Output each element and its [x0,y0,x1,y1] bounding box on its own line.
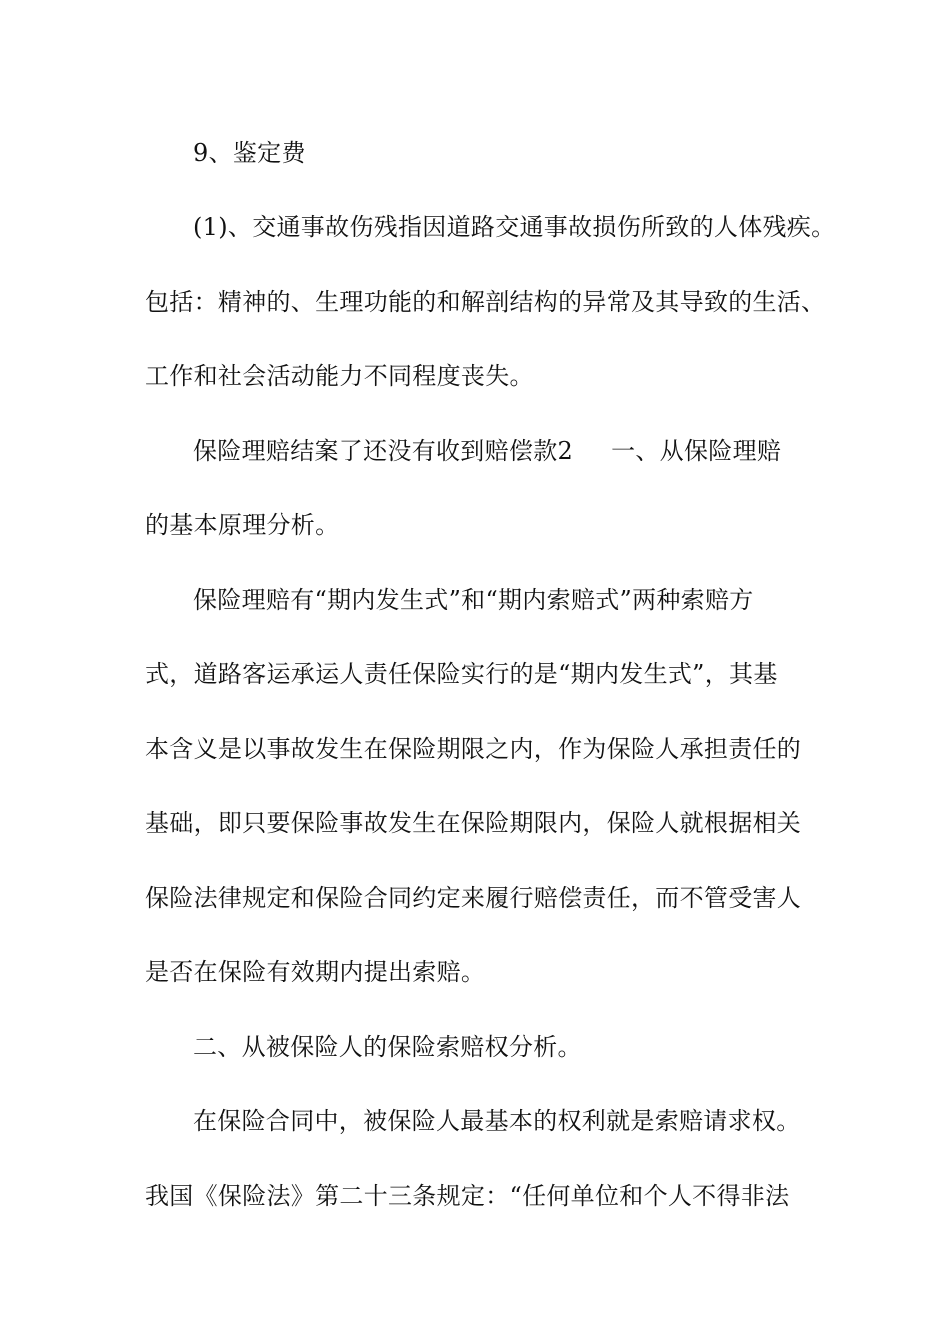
paragraph-line [145,361,845,391]
text-line: 二、从被保险人的保险索赔权分析。 [193,1033,582,1061]
paragraph-line [145,659,845,689]
paragraph-line [145,808,845,838]
text-line: 保险法律规定和保险合同约定来履行赔偿责任，而不管受害人 [145,884,802,912]
text-line: 9、鉴定费 [193,139,306,167]
text-line: 是否在保险有效期内提出索赔。 [145,958,486,986]
text-line: 的基本原理分析。 [145,511,340,539]
paragraph-line [145,883,845,913]
paragraph-line [145,510,845,540]
text-line: 保险理赔有“期内发生式”和“期内索赔式”两种索赔方 [193,586,754,614]
paragraph-line [145,957,845,987]
text-line: 保险理赔结案了还没有收到赔偿款2 [193,437,574,465]
text-line: 在保险合同中，被保险人最基本的权利就是索赔请求权。 [193,1107,801,1135]
paragraph-line [193,1106,893,1136]
text-line: 我国《保险法》第二十三条规定：“任何单位和个人不得非法 [145,1182,790,1210]
text-line: 基础，即只要保险事故发生在保险期限内，保险人就根据相关 [145,809,802,837]
paragraph-line [145,287,845,317]
paragraph-line [193,436,893,466]
text-line: 式，道路客运承运人责任保险实行的是“期内发生式”，其基 [145,660,778,688]
text-line: 一、从保险理赔 [611,437,782,465]
paragraph-heading-appraisal-fee [193,138,893,168]
text-line: 本含义是以事故发生在保险期限之内，作为保险人承担责任的 [145,735,802,763]
paragraph-line [193,585,893,615]
paragraph-line [193,212,893,242]
paragraph-line [145,734,845,764]
paragraph-line [145,1181,845,1211]
text-line: (1)、交通事故伤残指因道路交通事故损伤所致的人体残疾。 [193,213,836,241]
paragraph-heading-claim-right [193,1032,893,1062]
text-line: 包括：精神的、生理功能的和解剖结构的异常及其导致的生活、 [145,288,826,316]
text-line: 工作和社会活动能力不同程度丧失。 [145,362,534,390]
